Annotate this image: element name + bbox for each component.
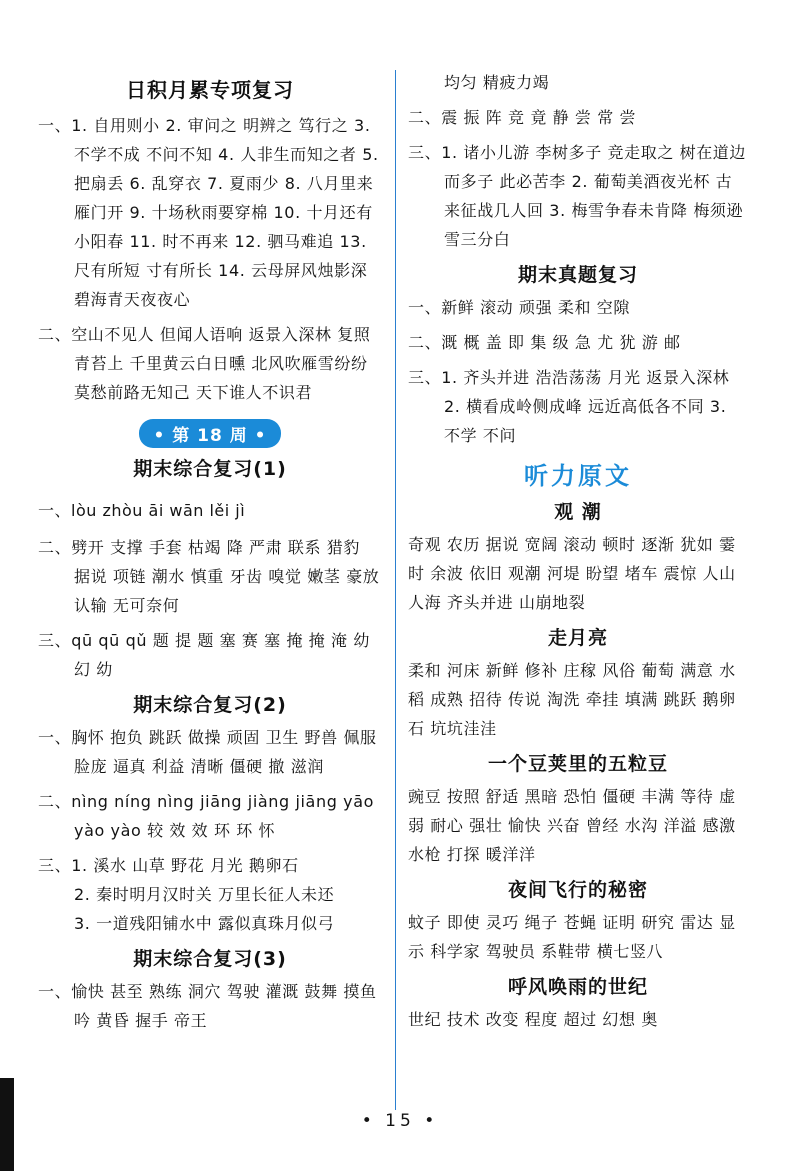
section-title-daily-accumulation: 日积月累专项复习 [126,78,294,102]
lesson-title: 观 潮 [554,501,602,523]
week-badge-wrap [38,419,382,448]
answer-item: 三、1. 溪水 山草 野花 月光 鹅卵石 [38,856,299,875]
word-list: 蚊子 即使 灵巧 绳子 苍蝇 证明 研究 雷达 显示 科学家 驾驶员 系鞋带 横七竖八 [408,913,736,961]
word-list: 奇观 农历 据说 宽阔 滚动 顿时 逐渐 犹如 霎时 余波 依旧 观潮 河堤 盼望 堵车 震惊 人山人海 齐头并进 山崩地裂 [408,535,736,612]
column-divider [395,70,396,1110]
answer-item: 二、nìng níng nìng jiāng jiàng jiāng yāo yào yào 较 效 效 环 环 怀 [38,792,375,840]
answer-item: 二、劈开 支撑 手套 枯竭 降 严肃 联系 猎豹 据说 项链 潮水 慎重 牙齿 嗅觉 嫩茎 豪放 认输 无可奈何 [38,538,380,615]
week-badge: • 第 18 周 • [139,419,280,448]
section-title-final-review-1: 期末综合复习(1) [133,458,287,480]
lesson-title: 走月亮 [547,627,608,649]
answer-item: 三、1. 诸小儿游 李树多子 竞走取之 树在道边而多子 此必苦李 2. 葡萄美酒夜光杯 古来征战几人回 3. 梅雪争春未肯降 梅须逊雪三分白 [408,143,747,249]
page-number: • 15 • [361,1111,439,1131]
word-list: 世纪 技术 改变 程度 超过 幻想 奥 [408,1010,658,1029]
lesson-title: 夜间飞行的秘密 [507,879,648,901]
lesson-title: 呼风唤雨的世纪 [507,976,648,998]
answer-item: 3. 一道残阳铺水中 露似真珠月似弓 [74,914,335,933]
answer-item: 二、溉 概 盖 即 集 级 急 尤 犹 游 邮 [408,333,681,352]
answer-item: 一、1. 自用则小 2. 审问之 明辨之 笃行之 3. 不学不成 不问不知 4. 人非生而知之者 5. 把扇丢 6. 乱穿衣 7. 夏雨少 8. 八月里来雁门开 9. 十场秋雨要穿棉 10. 十月还有小阳春 11. 时不再来 12. 驷马难追 13. 尺有所短 寸有所长 14. 云母屏风烛影深 碧海青天夜夜心 [38,116,379,309]
pinyin-answers: 一、lòu zhòu āi wān lěi jì [38,501,246,520]
answer-item: 一、愉快 甚至 熟练 洞穴 驾驶 灌溉 鼓舞 摸鱼 吟 黄昏 握手 帝王 [38,982,377,1030]
section-title-final-exam-review: 期末真题复习 [517,264,638,286]
answer-item: 二、空山不见人 但闻人语响 返景入深林 复照青苔上 千里黄云白日曛 北风吹雁雪纷纷 莫愁前路无知己 天下谁人不识君 [38,325,371,402]
answer-item: 一、胸怀 抱负 跳跃 做操 顽固 卫生 野兽 佩服 脸庞 逼真 利益 清晰 僵硬 撤 滋润 [38,728,377,776]
left-column [38,68,382,1041]
answer-item: 一、新鲜 滚动 顽强 柔和 空隙 [408,298,630,317]
listening-section [408,456,748,1034]
answer-item: 三、qū qū qǔ 题 提 题 塞 赛 塞 掩 掩 淹 幼 幻 幼 [38,631,370,679]
answer-item: 2. 秦时明月汉时关 万里长征人未还 [74,885,335,904]
answer-item: 二、震 振 阵 竞 竟 静 尝 常 尝 [408,108,637,127]
answer-item: 三、1. 齐头并进 浩浩荡荡 月光 返景入深林 2. 横看成岭侧成峰 远近高低各不同 3. 不学 不问 [408,368,730,445]
section-title-listening-text: 听力原文 [524,462,632,490]
section-title-final-review-2: 期末综合复习(2) [133,694,287,716]
word-list: 豌豆 按照 舒适 黑暗 恐怕 僵硬 丰满 等待 虚弱 耐心 强壮 愉快 兴奋 曾经 水沟 洋溢 感激 水枪 打探 暖洋洋 [408,787,736,864]
right-column [408,68,748,1040]
lesson-title: 一个豆荚里的五粒豆 [487,753,668,775]
answer-item-continued: 均匀 精疲力竭 [444,73,550,92]
scan-edge-shadow [0,1078,14,1171]
section-title-final-review-3: 期末综合复习(3) [133,948,287,970]
word-list: 柔和 河床 新鲜 修补 庄稼 风俗 葡萄 满意 水稻 成熟 招待 传说 淘洗 牵挂 填满 跳跃 鹅卵石 坑坑洼洼 [408,661,736,738]
